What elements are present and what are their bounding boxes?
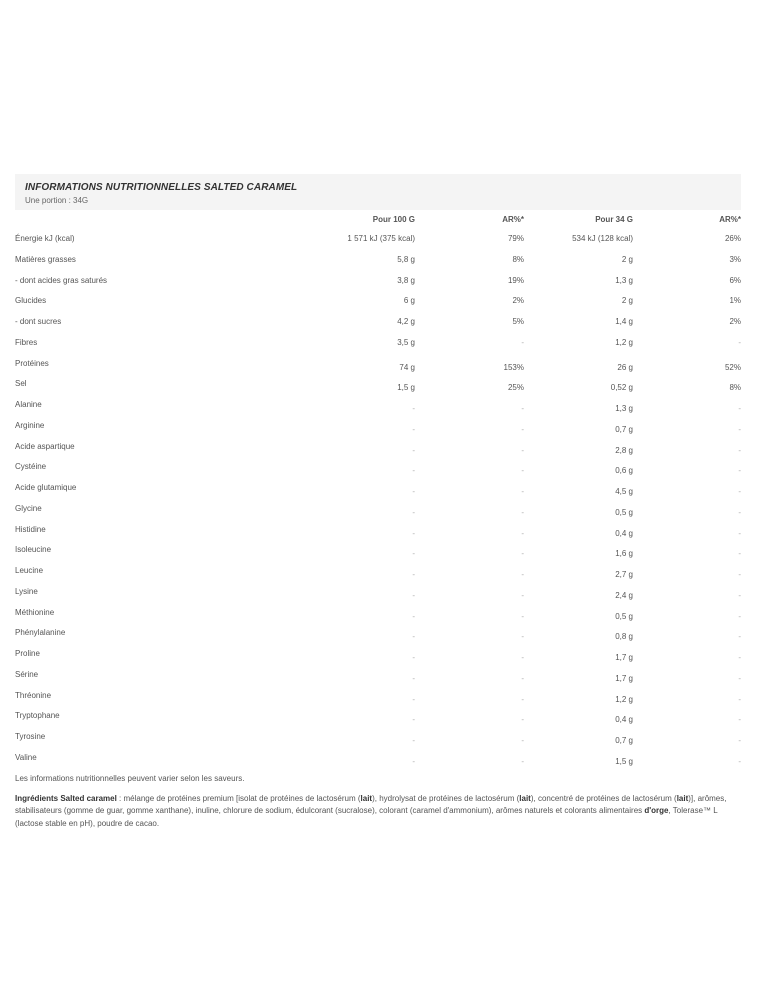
nutrition-row <box>15 375 741 396</box>
column-header-ar-per100: AR%* <box>502 215 524 224</box>
value-per100: - <box>412 632 415 642</box>
value-per34: 0,4 g <box>615 528 633 538</box>
ar-per34: - <box>738 337 741 347</box>
ar-per34: 6% <box>729 275 741 285</box>
value-per34: 2,7 g <box>615 570 633 579</box>
ar-per100: - <box>521 445 524 455</box>
nutrient-label: Valine <box>15 752 37 762</box>
allergen-milk: lait <box>519 793 531 803</box>
ar-per34: - <box>738 736 741 745</box>
value-per34: 2,4 g <box>615 590 633 600</box>
value-per100: - <box>412 549 415 559</box>
nutrient-label: Acide aspartique <box>15 441 75 451</box>
table-header-band <box>15 174 741 210</box>
value-per100: - <box>412 528 415 538</box>
ar-per34: - <box>738 611 741 621</box>
value-per100: - <box>412 445 415 455</box>
column-header-per100: Pour 100 G <box>372 215 415 224</box>
value-per34: 534 kJ (128 kcal) <box>572 234 633 243</box>
ar-per34: - <box>738 653 741 662</box>
value-per34: 0,7 g <box>615 736 633 745</box>
nutrient-label: Fibres <box>15 337 38 347</box>
column-headers <box>15 210 741 230</box>
ar-per34: - <box>738 528 741 538</box>
value-per100: - <box>412 715 415 725</box>
ingredients-part: )], arômes, stabilisateurs (gomme de guar, gomme xanthane), inuline, chlorure de sodium, édulcorant (sucralose), colorant (caramel d'ammonium), arômes naturels et colorants alimentaires <box>15 793 727 815</box>
allergen-milk: lait <box>360 793 373 803</box>
value-per34: 2,8 g <box>615 445 633 455</box>
nutrient-label: Phénylalanine <box>15 628 66 638</box>
ar-per34: - <box>738 694 741 704</box>
value-per100: - <box>412 590 415 600</box>
value-per34: 1,7 g <box>615 653 633 662</box>
nutrition-row <box>15 458 741 479</box>
ar-per100: - <box>521 611 524 621</box>
portion-size: Une portion : 34G <box>25 196 89 205</box>
ar-per34: - <box>738 549 741 559</box>
nutrition-row <box>15 334 741 355</box>
nutrient-label: Glycine <box>15 503 42 513</box>
ingredients-part: ), concentré de protéines de lactosérum ( <box>530 793 677 803</box>
value-per100: 4,2 g <box>397 317 415 326</box>
ar-per100: - <box>521 590 524 600</box>
value-per100: - <box>412 404 415 413</box>
value-per100: - <box>412 487 415 496</box>
ar-per34: 2% <box>729 317 741 326</box>
ar-per34: - <box>738 466 741 476</box>
value-per34: 1,3 g <box>615 404 633 413</box>
nutrition-row <box>15 562 741 583</box>
nutrient-label: Sérine <box>15 669 39 679</box>
nutrition-row <box>15 541 741 562</box>
nutrition-row <box>15 438 741 459</box>
nutrient-label: Arginine <box>15 420 45 430</box>
value-per100: - <box>412 653 415 662</box>
ar-per34: - <box>738 673 741 683</box>
ar-per100: 8% <box>512 254 524 264</box>
ar-per34: - <box>738 487 741 496</box>
ar-per100: 79% <box>507 234 524 243</box>
value-per34: 1,2 g <box>615 337 633 347</box>
nutrition-row <box>15 500 741 521</box>
value-per34: 0,52 g <box>610 383 633 393</box>
nutrient-label: Leucine <box>15 566 44 575</box>
value-per100: - <box>412 611 415 621</box>
nutrition-row <box>15 645 741 666</box>
value-per34: 0,4 g <box>615 715 633 725</box>
value-per34: 1,6 g <box>615 549 633 559</box>
nutrition-panel <box>15 174 741 830</box>
nutrient-label: Matières grasses <box>15 254 76 264</box>
nutrient-label: - dont sucres <box>15 317 62 326</box>
nutrient-label: Histidine <box>15 524 46 534</box>
value-per100: - <box>412 673 415 683</box>
nutrient-label: Acide glutamique <box>15 483 77 492</box>
value-per100: - <box>412 570 415 579</box>
value-per34: 4,5 g <box>615 487 633 496</box>
ar-per34: 3% <box>729 254 741 264</box>
value-per34: 2 g <box>621 254 633 264</box>
value-per34: 1,7 g <box>615 673 633 683</box>
value-per34: 1,2 g <box>615 694 633 704</box>
value-per34: 26 g <box>617 362 633 372</box>
ar-per100: - <box>521 570 524 579</box>
ar-per34: - <box>738 424 741 434</box>
ar-per34: - <box>738 715 741 725</box>
ar-per100: - <box>521 424 524 434</box>
column-header-per34: Pour 34 G <box>595 215 633 224</box>
nutrition-row <box>15 604 741 625</box>
ar-per100: - <box>521 694 524 704</box>
ar-per34: 1% <box>729 296 741 306</box>
nutrition-row <box>15 251 741 272</box>
value-per100: 1 571 kJ (375 kcal) <box>347 234 415 243</box>
ar-per34: - <box>738 404 741 413</box>
nutrient-label: Alanine <box>15 400 42 409</box>
ar-per100: - <box>521 507 524 517</box>
nutrition-row <box>15 707 741 728</box>
ingredients-label: Ingrédients Salted caramel <box>15 793 117 803</box>
ar-per100: 153% <box>503 362 524 372</box>
ar-per100: - <box>521 404 524 413</box>
table-title: INFORMATIONS NUTRITIONNELLES SALTED CARAMEL <box>25 182 298 193</box>
nutrition-row <box>15 583 741 604</box>
value-per100: - <box>412 466 415 476</box>
ar-per100: 2% <box>512 296 524 306</box>
ar-per34: - <box>738 590 741 600</box>
ar-per34: - <box>738 570 741 579</box>
ar-per100: - <box>521 528 524 538</box>
nutrient-label: Proline <box>15 649 40 658</box>
value-per34: 2 g <box>621 296 633 306</box>
ar-per100: - <box>521 466 524 476</box>
value-per34: 1,5 g <box>615 756 633 766</box>
nutrition-table-body <box>15 230 741 770</box>
nutrition-row <box>15 624 741 645</box>
nutrient-label: Lysine <box>15 586 38 596</box>
value-per34: 0,6 g <box>615 466 633 476</box>
nutrition-row <box>15 666 741 687</box>
value-per34: 0,7 g <box>615 424 633 434</box>
value-per34: 1,3 g <box>615 275 633 285</box>
ar-per100: 25% <box>507 383 524 393</box>
nutrition-row <box>15 479 741 500</box>
nutrition-row <box>15 728 741 749</box>
value-per100: - <box>412 507 415 517</box>
value-per100: 1,5 g <box>397 383 415 393</box>
nutrition-row <box>15 687 741 708</box>
value-per100: - <box>412 424 415 434</box>
column-header-ar-per34: AR%* <box>719 215 741 224</box>
nutrient-label: - dont acides gras saturés <box>15 275 108 285</box>
ar-per100: 19% <box>507 275 524 285</box>
nutrient-label: Protéines <box>15 358 49 368</box>
nutrient-label: Tyrosine <box>15 732 46 741</box>
value-per100: - <box>412 736 415 745</box>
nutrition-row <box>15 749 741 770</box>
value-per100: 5,8 g <box>397 254 415 264</box>
ar-per34: - <box>738 632 741 642</box>
nutrient-label: Tryptophane <box>15 711 60 721</box>
ar-per100: - <box>521 736 524 745</box>
nutrient-label: Sel <box>15 379 27 389</box>
nutrition-row <box>15 417 741 438</box>
ingredients-part: ), hydrolysat de protéines de lactosérum ( <box>372 793 520 803</box>
ar-per100: - <box>521 756 524 766</box>
value-per100: - <box>412 694 415 704</box>
value-per34: 0,5 g <box>615 611 633 621</box>
value-per100: 3,8 g <box>397 275 415 285</box>
nutrient-label: Isoleucine <box>15 545 52 555</box>
ar-per34: 26% <box>724 234 741 243</box>
nutrition-row <box>15 396 741 417</box>
nutrient-label: Énergie kJ (kcal) <box>15 234 75 243</box>
variation-footnote: Les informations nutritionnelles peuvent varier selon les saveurs. <box>15 773 245 783</box>
nutrition-row <box>15 292 741 313</box>
nutrient-label: Méthionine <box>15 607 55 617</box>
nutrient-label: Glucides <box>15 296 47 306</box>
value-per34: 0,5 g <box>615 507 633 517</box>
nutrient-label: Cystéine <box>15 462 47 472</box>
ar-per34: - <box>738 756 741 766</box>
ingredients-part: , Tolerase™ L (lactose stable en pH), poudre de cacao. <box>15 806 718 828</box>
value-per100: 3,5 g <box>397 337 415 347</box>
ar-per100: - <box>521 653 524 662</box>
nutrition-row <box>15 355 741 376</box>
value-per34: 1,4 g <box>615 317 633 326</box>
ar-per34: 52% <box>724 362 741 372</box>
value-per100: 74 g <box>399 362 415 372</box>
ar-per34: 8% <box>729 383 741 393</box>
nutrition-row <box>15 313 741 334</box>
allergen-barley: d'orge <box>644 806 669 815</box>
ar-per100: - <box>521 337 524 347</box>
nutrition-row <box>15 230 741 251</box>
ar-per100: - <box>521 673 524 683</box>
nutrition-row <box>15 521 741 542</box>
ar-per100: - <box>521 487 524 496</box>
ar-per100: - <box>521 632 524 642</box>
allergen-milk: lait <box>676 793 689 803</box>
nutrient-label: Thréonine <box>15 690 52 700</box>
ingredients-part: : mélange de protéines premium [isolat de protéines de lactosérum ( <box>116 793 361 803</box>
ar-per34: - <box>738 507 741 517</box>
ar-per100: - <box>521 715 524 725</box>
ar-per34: - <box>738 445 741 455</box>
value-per100: 6 g <box>403 296 415 306</box>
ar-per100: 5% <box>512 317 524 326</box>
value-per100: - <box>412 756 415 766</box>
ar-per100: - <box>521 549 524 559</box>
ingredients-text <box>15 793 735 831</box>
nutrition-row <box>15 272 741 293</box>
value-per34: 0,8 g <box>615 632 633 642</box>
